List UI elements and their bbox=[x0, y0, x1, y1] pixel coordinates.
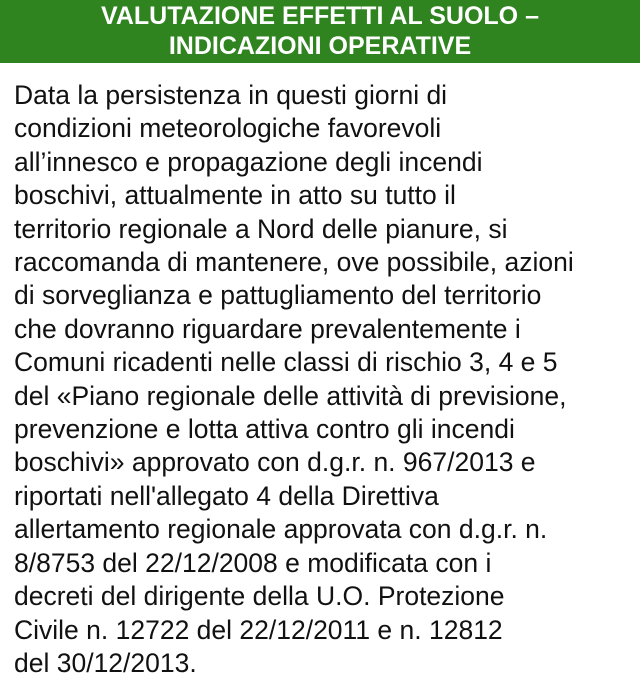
paragraph-line: che dovranno riguardare prevalentemente i bbox=[14, 313, 521, 344]
paragraph-line: boschivi» approvato con d.g.r. n. 967/2013 e bbox=[14, 447, 536, 478]
paragraph-line: 8/8753 del 22/12/2008 e modificata con i bbox=[14, 547, 492, 578]
paragraph-line: di sorveglianza e pattugliamento del territorio bbox=[14, 280, 542, 311]
section-title-line-2: INDICAZIONI OPERATIVE bbox=[168, 32, 472, 60]
operational-guidance-text bbox=[14, 79, 634, 680]
paragraph-line: del «Piano regionale delle attività di previsione, bbox=[14, 380, 567, 411]
paragraph-line: raccomanda di mantenere, ove possibile, azioni bbox=[14, 247, 574, 278]
paragraph-line: Comuni ricadenti nelle classi di rischio 3, 4 e 5 bbox=[14, 347, 558, 378]
paragraph-line: del 30/12/2013. bbox=[14, 647, 197, 678]
paragraph-line: Data la persistenza in questi giorni di bbox=[14, 80, 448, 110]
section-title-line-1: VALUTAZIONE EFFETTI AL SUOLO – bbox=[101, 2, 539, 30]
paragraph-line: boschivi, attualmente in atto su tutto il bbox=[14, 180, 456, 211]
paragraph-line: decreti del dirigente della U.O. Protezione bbox=[14, 581, 505, 612]
paragraph-line: riportati nell'allegato 4 della Direttiva bbox=[14, 480, 439, 511]
paragraph-line: prevenzione e lotta attiva contro gli incendi bbox=[14, 414, 515, 445]
paragraph-line: all’innesco e propagazione degli incendi bbox=[14, 146, 483, 177]
paragraph-line: allertamento regionale approvata con d.g.r. n. bbox=[14, 514, 548, 545]
paragraph-line: condizioni meteorologiche favorevoli bbox=[14, 113, 442, 144]
paragraph-line: Civile n. 12722 del 22/12/2011 e n. 12812 bbox=[14, 614, 503, 645]
section-header bbox=[0, 0, 640, 63]
paragraph-line: territorio regionale a Nord delle pianure, si bbox=[14, 213, 508, 244]
